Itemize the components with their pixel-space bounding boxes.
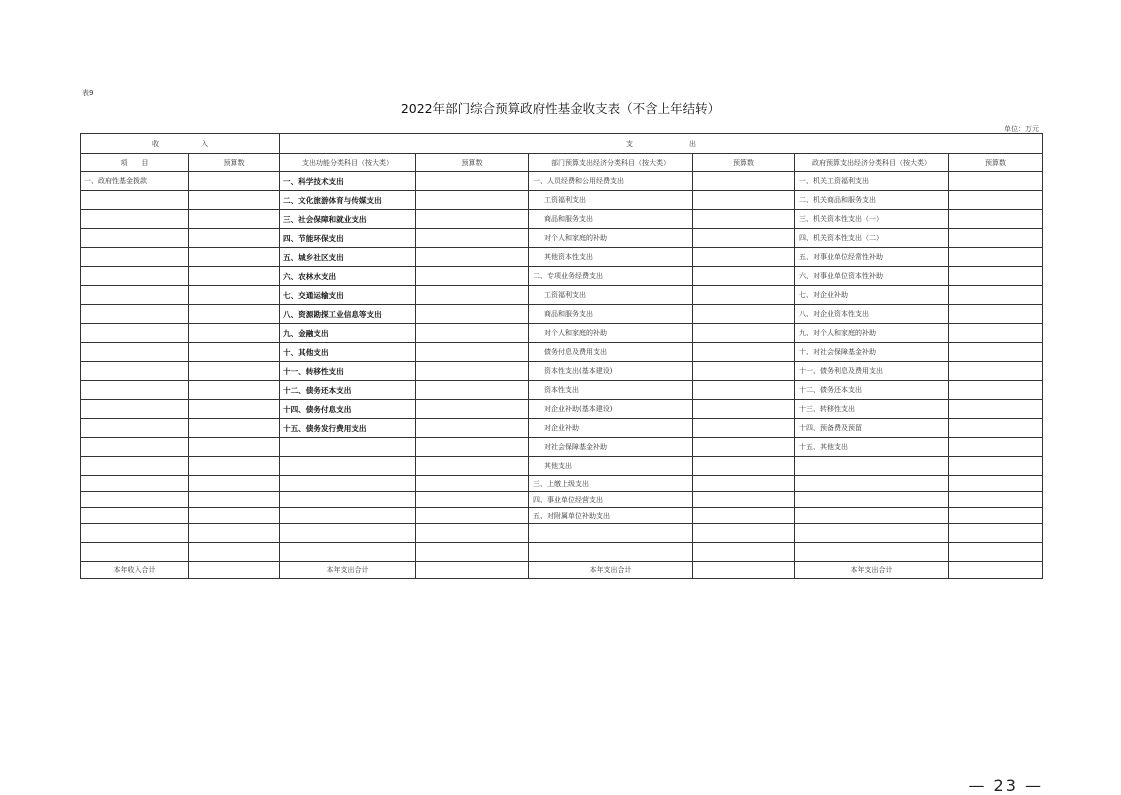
func-budget-cell: [416, 419, 529, 438]
income-budget-cell: [189, 305, 280, 324]
dept-budget-cell: [693, 172, 795, 191]
income-budget-cell: [189, 524, 280, 543]
col-header-item: 项 目: [81, 154, 189, 172]
dept-econ-cell: 资本性支出(基本建设): [529, 362, 693, 381]
func-class-cell: [280, 508, 416, 524]
unit-label: 单位：万元: [1004, 125, 1039, 133]
income-item-cell: [81, 229, 189, 248]
gov-budget-cell: [949, 419, 1043, 438]
dept-budget-cell: [693, 400, 795, 419]
income-budget-cell: [189, 492, 280, 508]
col-header-budget: 预算数: [416, 154, 529, 172]
gov-econ-cell: 五、对事业单位经常性补助: [795, 248, 949, 267]
income-budget-cell: [189, 324, 280, 343]
gov-budget-cell: [949, 172, 1043, 191]
func-budget-cell: [416, 400, 529, 419]
income-budget-cell: [189, 191, 280, 210]
dept-econ-cell: 其他资本性支出: [529, 248, 693, 267]
func-budget-cell: [416, 508, 529, 524]
dept-econ-cell: 债务付息及费用支出: [529, 343, 693, 362]
gov-econ-cell: 十二、债务还本支出: [795, 381, 949, 400]
income-item-cell: [81, 524, 189, 543]
gov-econ-cell: 三、机关资本性支出（一）: [795, 210, 949, 229]
gov-econ-cell: [795, 457, 949, 476]
func-budget-cell: [416, 229, 529, 248]
gov-budget-cell: [949, 508, 1043, 524]
func-budget-cell: [416, 476, 529, 492]
table-row: [81, 457, 1043, 476]
func-budget-cell: [416, 324, 529, 343]
gov-budget-cell: [949, 286, 1043, 305]
gov-budget-cell: [949, 248, 1043, 267]
gov-econ-cell: 十五、其他支出: [795, 438, 949, 457]
table-row: [81, 543, 1043, 562]
func-class-cell: [280, 492, 416, 508]
col-header-gov-econ-class: 政府预算支出经济分类科目（按大类）: [795, 154, 949, 172]
gov-econ-cell: 七、对企业补助: [795, 286, 949, 305]
func-budget-cell: [416, 492, 529, 508]
func-class-cell: [280, 457, 416, 476]
dept-econ-cell: 三、上缴上级支出: [529, 476, 693, 492]
func-class-cell: [280, 438, 416, 457]
income-item-cell: [81, 286, 189, 305]
dept-budget-cell: [693, 248, 795, 267]
income-budget-cell: [189, 457, 280, 476]
func-budget-cell: [416, 343, 529, 362]
income-item-cell: [81, 305, 189, 324]
func-class-cell: 十、其他支出: [280, 343, 416, 362]
income-item-cell: [81, 492, 189, 508]
income-item-cell: [81, 438, 189, 457]
expense-header: 支 出: [280, 134, 1043, 154]
income-item-cell: [81, 343, 189, 362]
dept-budget-cell: [693, 457, 795, 476]
gov-budget-cell: [949, 210, 1043, 229]
dept-budget-cell: [693, 229, 795, 248]
gov-econ-cell: 十四、预备费及预留: [795, 419, 949, 438]
budget-table: [80, 133, 1043, 579]
table-row: [81, 305, 1043, 324]
income-budget-cell: [189, 508, 280, 524]
dept-econ-cell: [529, 543, 693, 562]
income-header: 收 入: [81, 134, 280, 154]
gov-budget-cell: [949, 267, 1043, 286]
func-budget-cell: [416, 286, 529, 305]
income-budget-cell: [189, 419, 280, 438]
dept-econ-cell: 一、人员经费和公用经费支出: [529, 172, 693, 191]
table-row: [81, 229, 1043, 248]
table-row: [81, 343, 1043, 362]
dept-budget-cell: [693, 305, 795, 324]
func-class-cell: 八、资源勘探工业信息等支出: [280, 305, 416, 324]
func-class-cell: 三、社会保障和就业支出: [280, 210, 416, 229]
gov-econ-cell: 二、机关商品和服务支出: [795, 191, 949, 210]
gov-budget-cell: [949, 229, 1043, 248]
dept-budget-cell: [693, 324, 795, 343]
gov-budget-cell: [949, 457, 1043, 476]
income-item-cell: [81, 400, 189, 419]
income-item-cell: [81, 191, 189, 210]
income-item-cell: 一、政府性基金拨款: [81, 172, 189, 191]
func-budget-cell: [416, 524, 529, 543]
dept-econ-cell: 资本性支出: [529, 381, 693, 400]
col-header-dept-econ-class: 部门预算支出经济分类科目（按大类）: [529, 154, 693, 172]
table-row: [81, 324, 1043, 343]
gov-econ-cell: 十三、转移性支出: [795, 400, 949, 419]
dept-econ-cell: 对企业补助(基本建设): [529, 400, 693, 419]
gov-econ-cell: 八、对企业资本性支出: [795, 305, 949, 324]
func-budget-cell: [416, 191, 529, 210]
table-row: [81, 267, 1043, 286]
dept-budget-cell: [693, 476, 795, 492]
gov-budget-cell: [949, 362, 1043, 381]
income-budget-cell: [189, 229, 280, 248]
gov-econ-cell: 十一、债务利息及费用支出: [795, 362, 949, 381]
table-row: [81, 400, 1043, 419]
income-total-value: [189, 562, 280, 579]
dept-econ-cell: 其他支出: [529, 457, 693, 476]
gov-econ-cell: 九、对个人和家庭的补助: [795, 324, 949, 343]
func-budget-cell: [416, 438, 529, 457]
dept-econ-cell: 工资福利支出: [529, 191, 693, 210]
dept-budget-cell: [693, 362, 795, 381]
dept-econ-cell: [529, 524, 693, 543]
page-title: 2022年部门综合预算政府性基金收支表（不含上年结转）: [400, 101, 721, 116]
func-budget-cell: [416, 543, 529, 562]
gov-budget-cell: [949, 492, 1043, 508]
gov-total-value: [949, 562, 1043, 579]
table-row: [81, 508, 1043, 524]
dept-budget-cell: [693, 543, 795, 562]
table-label: 表9: [82, 89, 94, 97]
dept-econ-cell: 二、专项业务经费支出: [529, 267, 693, 286]
income-item-cell: [81, 210, 189, 229]
col-header-budget: 预算数: [693, 154, 795, 172]
dept-econ-cell: 商品和服务支出: [529, 210, 693, 229]
gov-budget-cell: [949, 305, 1043, 324]
col-header-budget: 预算数: [949, 154, 1043, 172]
income-budget-cell: [189, 543, 280, 562]
func-budget-cell: [416, 381, 529, 400]
gov-econ-cell: [795, 492, 949, 508]
gov-budget-cell: [949, 543, 1043, 562]
table-row: [81, 210, 1043, 229]
income-item-cell: [81, 381, 189, 400]
income-budget-cell: [189, 210, 280, 229]
func-class-cell: [280, 524, 416, 543]
dept-econ-cell: 对个人和家庭的补助: [529, 229, 693, 248]
col-header-func-class: 支出功能分类科目（按大类）: [280, 154, 416, 172]
income-item-cell: [81, 508, 189, 524]
func-class-cell: 四、节能环保支出: [280, 229, 416, 248]
func-class-cell: 一、科学技术支出: [280, 172, 416, 191]
table-row: [81, 381, 1043, 400]
income-item-cell: [81, 267, 189, 286]
func-class-cell: 十二、债务还本支出: [280, 381, 416, 400]
header-row-1: [81, 134, 1043, 154]
dept-budget-cell: [693, 267, 795, 286]
table-row: [81, 248, 1043, 267]
gov-econ-cell: [795, 476, 949, 492]
func-budget-cell: [416, 248, 529, 267]
dept-total-value: [693, 562, 795, 579]
income-budget-cell: [189, 267, 280, 286]
func-total-label: 本年支出合计: [280, 562, 416, 579]
total-row: [81, 562, 1043, 579]
dept-econ-cell: 商品和服务支出: [529, 305, 693, 324]
gov-budget-cell: [949, 438, 1043, 457]
func-class-cell: 七、交通运输支出: [280, 286, 416, 305]
gov-econ-cell: 十、对社会保障基金补助: [795, 343, 949, 362]
func-total-value: [416, 562, 529, 579]
dept-budget-cell: [693, 343, 795, 362]
func-class-cell: 六、农林水支出: [280, 267, 416, 286]
dept-budget-cell: [693, 191, 795, 210]
func-class-cell: [280, 476, 416, 492]
gov-budget-cell: [949, 381, 1043, 400]
income-budget-cell: [189, 248, 280, 267]
income-budget-cell: [189, 343, 280, 362]
func-class-cell: 十五、债务发行费用支出: [280, 419, 416, 438]
func-budget-cell: [416, 457, 529, 476]
func-budget-cell: [416, 305, 529, 324]
income-item-cell: [81, 543, 189, 562]
table-row: [81, 419, 1043, 438]
gov-budget-cell: [949, 400, 1043, 419]
table-row: [81, 524, 1043, 543]
header-row-2: [81, 154, 1043, 172]
gov-econ-cell: [795, 543, 949, 562]
func-class-cell: 五、城乡社区支出: [280, 248, 416, 267]
gov-budget-cell: [949, 324, 1043, 343]
table-row: [81, 191, 1043, 210]
dept-budget-cell: [693, 286, 795, 305]
func-budget-cell: [416, 267, 529, 286]
func-budget-cell: [416, 210, 529, 229]
income-budget-cell: [189, 172, 280, 191]
dept-budget-cell: [693, 524, 795, 543]
income-item-cell: [81, 324, 189, 343]
dept-econ-cell: 对企业补助: [529, 419, 693, 438]
gov-econ-cell: [795, 524, 949, 543]
income-budget-cell: [189, 362, 280, 381]
dept-total-label: 本年支出合计: [529, 562, 693, 579]
table-row: [81, 172, 1043, 191]
col-header-budget: 预算数: [189, 154, 280, 172]
dept-econ-cell: 对社会保障基金补助: [529, 438, 693, 457]
page-number: — 23 —: [968, 776, 1043, 795]
income-item-cell: [81, 419, 189, 438]
dept-budget-cell: [693, 438, 795, 457]
gov-budget-cell: [949, 476, 1043, 492]
income-item-cell: [81, 457, 189, 476]
table-row: [81, 438, 1043, 457]
income-item-cell: [81, 362, 189, 381]
income-budget-cell: [189, 381, 280, 400]
dept-budget-cell: [693, 508, 795, 524]
income-budget-cell: [189, 476, 280, 492]
table-row: [81, 492, 1043, 508]
dept-budget-cell: [693, 419, 795, 438]
gov-budget-cell: [949, 191, 1043, 210]
income-item-cell: [81, 476, 189, 492]
table-row: [81, 362, 1043, 381]
gov-budget-cell: [949, 524, 1043, 543]
dept-econ-cell: 五、对附属单位补助支出: [529, 508, 693, 524]
income-total-label: 本年收入合计: [81, 562, 189, 579]
func-class-cell: 九、金融支出: [280, 324, 416, 343]
income-budget-cell: [189, 400, 280, 419]
func-budget-cell: [416, 172, 529, 191]
income-item-cell: [81, 248, 189, 267]
dept-econ-cell: 工资福利支出: [529, 286, 693, 305]
dept-econ-cell: 四、事业单位经营支出: [529, 492, 693, 508]
income-budget-cell: [189, 438, 280, 457]
func-class-cell: 十四、债务付息支出: [280, 400, 416, 419]
func-class-cell: 十一、转移性支出: [280, 362, 416, 381]
dept-budget-cell: [693, 381, 795, 400]
gov-econ-cell: [795, 508, 949, 524]
func-class-cell: [280, 543, 416, 562]
dept-econ-cell: 对个人和家庭的补助: [529, 324, 693, 343]
gov-total-label: 本年支出合计: [795, 562, 949, 579]
dept-budget-cell: [693, 492, 795, 508]
income-budget-cell: [189, 286, 280, 305]
table-row: [81, 476, 1043, 492]
gov-econ-cell: 四、机关资本性支出（二）: [795, 229, 949, 248]
table-row: [81, 286, 1043, 305]
gov-econ-cell: 一、机关工资福利支出: [795, 172, 949, 191]
func-budget-cell: [416, 362, 529, 381]
func-class-cell: 二、文化旅游体育与传媒支出: [280, 191, 416, 210]
gov-econ-cell: 六、对事业单位资本性补助: [795, 267, 949, 286]
gov-budget-cell: [949, 343, 1043, 362]
dept-budget-cell: [693, 210, 795, 229]
